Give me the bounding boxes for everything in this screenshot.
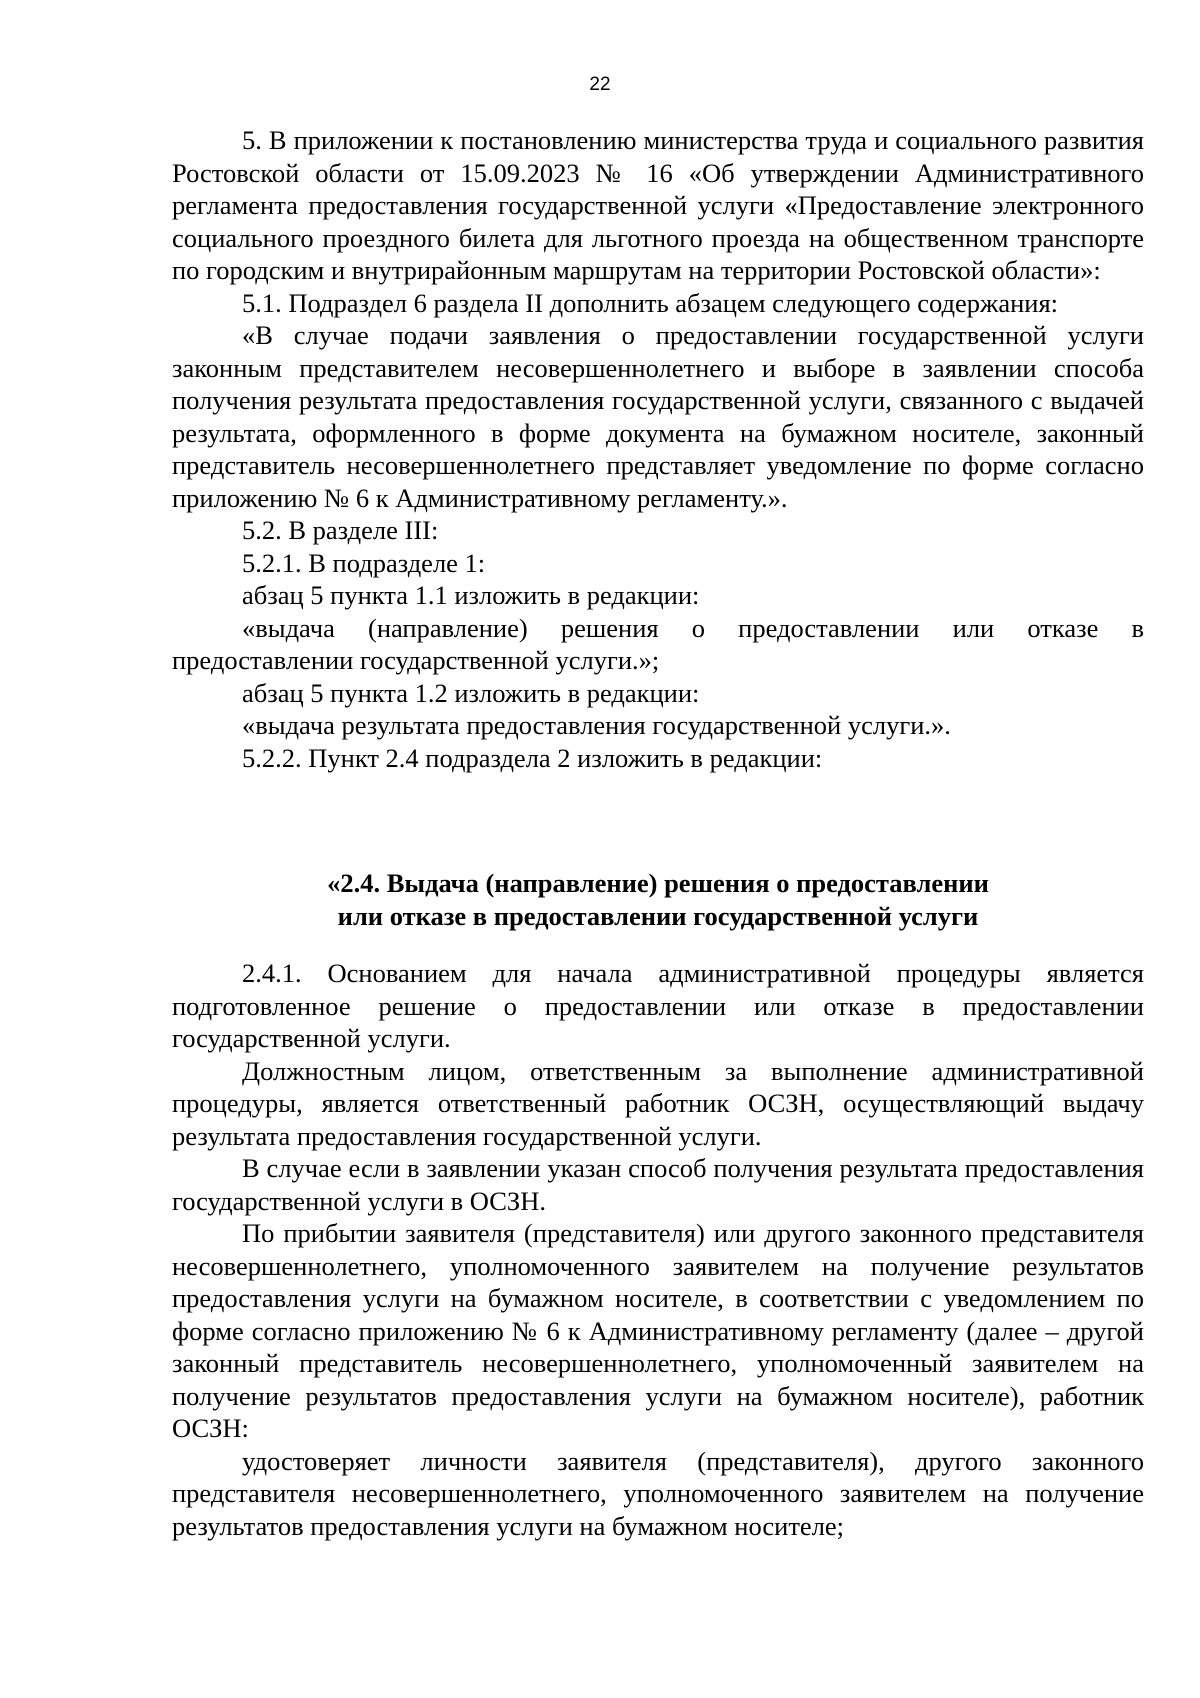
paragraph-identity: удостоверяет личности заявителя (представителя), другого законного представителя несовершеннолетнего, уполномоченного заявителем на получение результатов предоставления услуги на бумажном носителе; bbox=[172, 1445, 1144, 1541]
paragraph-item-1-1: абзац 5 пункта 1.1 изложить в редакции: bbox=[242, 580, 700, 610]
paragraph-quote-decision: «выдача (направление) решения о предоставлении или отказе в предоставлении государственной услуги.»; bbox=[172, 612, 1144, 675]
section-heading-line-2: или отказе в предоставлении государственной услуги bbox=[337, 901, 979, 931]
paragraph-arrival: По прибытии заявителя (представителя) или другого законного представителя несовершеннолетнего, уполномоченного заявителем на получение результатов предоставления услуги на бумажном носителе, в соответствии с уведомлением по форме согласно приложению № 6 к Административному регламенту (далее – другой законный представитель несовершеннолетнего, уполномоченный заявителем на получение результатов предоставления услуги на бумажном носителе), работник ОСЗН: bbox=[172, 1218, 1144, 1443]
paragraph-5: 5. В приложении к постановлению министерства труда и социального развития Ростовской области от 15.09.2023 № 16 «Об утверждении Административного регламента предоставления государственной услуги «Предоставление электронного социального проездного билета для льготного проезда на общественном транспорте по городским и внутрирайонным маршрутам на территории Ростовской области»: bbox=[172, 125, 1144, 285]
paragraph-quote-notice: «В случае подачи заявления о предоставлении государственной услуги законным представителем несовершеннолетнего и выборе в заявлении способа получения результата предоставления государственной услуги, связанного с выдачей результата, оформленного в форме документа на бумажном носителе, законный представитель несовершеннолетнего представляет уведомление по форме согласно приложению № 6 к Административному регламенту.». bbox=[172, 320, 1144, 513]
body-text-bottom bbox=[172, 957, 1144, 1542]
section-heading bbox=[172, 867, 1144, 933]
paragraph-5-1: 5.1. Подраздел 6 раздела II дополнить абзацем следующего содержания: bbox=[242, 287, 1059, 318]
paragraph-5-2-2: 5.2.2. Пункт 2.4 подраздела 2 изложить в редакции: bbox=[242, 742, 823, 773]
body-text-top bbox=[172, 124, 1144, 774]
paragraph-5-2-1: 5.2.1. В подразделе 1: bbox=[242, 547, 486, 578]
page-number: 22 bbox=[589, 74, 611, 95]
section-heading-line-1: «2.4. Выдача (направление) решения о предоставлении bbox=[327, 868, 989, 898]
paragraph-2-4-1: 2.4.1. Основанием для начала административной процедуры является подготовленное решение о предоставлении или отказе в предоставлении государственной услуги. bbox=[172, 958, 1144, 1053]
paragraph-method: В случае если в заявлении указан способ получения результата предоставления государственной услуги в ОСЗН. bbox=[172, 1153, 1144, 1216]
paragraph-item-1-2: абзац 5 пункта 1.2 изложить в редакции: bbox=[242, 677, 700, 708]
paragraph-responsible: Должностным лицом, ответственным за выполнение административной процедуры, является ответственный работник ОСЗН, осуществляющий выдачу результата предоставления государственной услуги. bbox=[172, 1055, 1144, 1151]
paragraph-quote-result: «выдача результата предоставления государственной услуги.». bbox=[242, 710, 951, 740]
paragraph-5-2: 5.2. В разделе III: bbox=[242, 515, 439, 545]
